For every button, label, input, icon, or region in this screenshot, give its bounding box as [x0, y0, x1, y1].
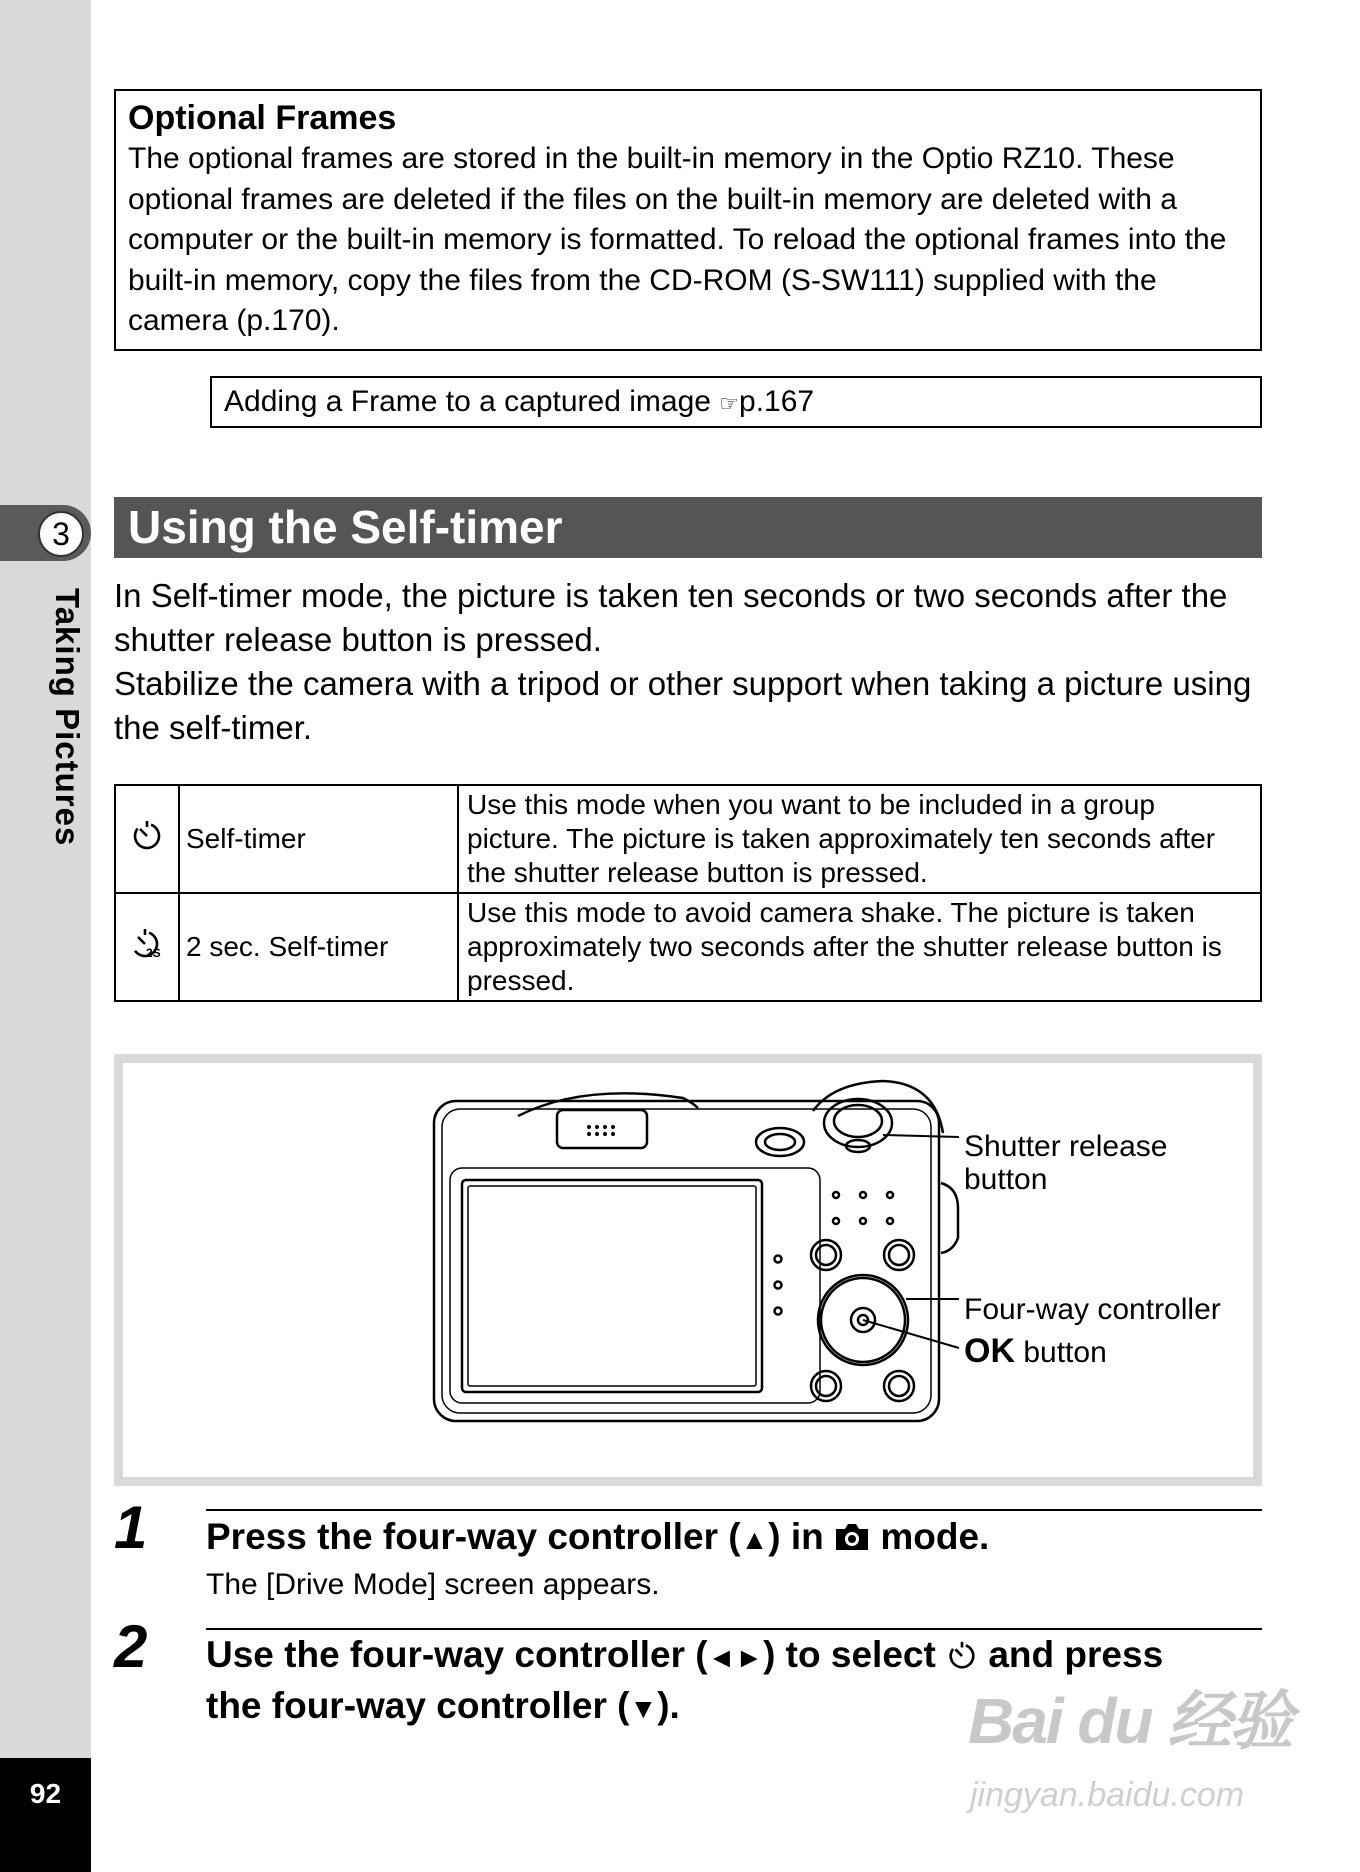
- page-number: 92: [29, 1778, 62, 1809]
- step-text: the four-way controller (: [206, 1685, 630, 1726]
- callout-ok-button: [964, 1332, 1107, 1370]
- note-box: [114, 89, 1262, 351]
- step-text: ) in: [768, 1516, 835, 1557]
- camera-icon: [834, 1522, 870, 1552]
- step-divider: [206, 1509, 1262, 1511]
- intro-text: [114, 574, 1264, 750]
- step-text: ) to select: [763, 1634, 947, 1675]
- step-text: ).: [657, 1685, 680, 1726]
- mode-description: Use this mode when you want to be included in a group picture. The picture is taken approximately ten seconds after the shutter release button is pressed.: [458, 785, 1261, 893]
- self-timer-icon: [115, 785, 179, 893]
- modes-table: [114, 784, 1262, 1002]
- svg-text:2S: 2S: [146, 946, 161, 960]
- page-number-box: [0, 1758, 91, 1872]
- step-text: and press: [978, 1634, 1164, 1675]
- step-text: Use the four-way controller (: [206, 1634, 708, 1675]
- mode-description: Use this mode to avoid camera shake. The picture is taken approximately two seconds after the shutter release button is pressed.: [458, 893, 1261, 1001]
- callout-label: button: [1023, 1336, 1107, 1369]
- ok-mark: OK: [964, 1332, 1015, 1370]
- note-title: Optional Frames: [128, 99, 397, 137]
- callout-label: button: [964, 1163, 1048, 1196]
- reference-link[interactable]: p.167: [739, 385, 815, 418]
- step-divider: [206, 1628, 1262, 1630]
- callout-four-way-controller: Four-way controller: [964, 1293, 1221, 1326]
- note-body: The optional frames are stored in the built-in memory in the Optio RZ10. These optional frames are deleted if the files on the built-in memory are deleted with a computer or the built-in memory is formatted. To reload the optional frames into the built-in memory, copy the files from the CD-ROM (S-SW111) supplied with the camera (p.170).: [128, 142, 1227, 337]
- table-row: [115, 893, 1261, 1001]
- section-title: Using the Self-timer: [128, 501, 563, 553]
- reference-text: Adding a Frame to a captured image: [224, 385, 711, 418]
- callout-shutter-release: [964, 1130, 1167, 1196]
- watermark-url: jingyan.baidu.com: [970, 1776, 1245, 1814]
- step-number: 2: [114, 1613, 148, 1680]
- mode-name: Self-timer: [179, 785, 458, 893]
- camera-back-illustration: [123, 1063, 1253, 1477]
- up-arrow-icon: ▲: [740, 1524, 769, 1555]
- step-subtext: The [Drive Mode] screen appears.: [206, 1568, 660, 1601]
- reference-box: [210, 376, 1262, 428]
- camera-illustration-panel: [114, 1054, 1262, 1486]
- chapter-title: Taking Pictures: [49, 588, 86, 847]
- pointing-hand-icon: ☞: [719, 391, 740, 416]
- callout-label: Shutter release: [964, 1130, 1168, 1163]
- step-number: 1: [114, 1494, 148, 1561]
- chapter-number: 3: [38, 511, 84, 557]
- watermark-logo: Bai du 经验: [968, 1685, 1292, 1757]
- step-text: mode.: [870, 1516, 990, 1557]
- intro-paragraph: In Self-timer mode, the picture is taken ten seconds or two seconds after the shutter release button is pressed.: [114, 577, 1228, 658]
- self-timer-icon: [946, 1639, 978, 1671]
- sidebar: [0, 0, 91, 1872]
- left-right-arrow-icon: ◄►: [707, 1642, 764, 1673]
- mode-name: 2 sec. Self-timer: [179, 893, 458, 1001]
- self-timer-2s-icon: [115, 893, 179, 1001]
- step-text: Press the four-way controller (: [206, 1516, 741, 1557]
- table-row: [115, 785, 1261, 893]
- intro-paragraph: Stabilize the camera with a tripod or other support when taking a picture using the self-timer.: [114, 665, 1252, 746]
- step-heading: [206, 1513, 1266, 1564]
- down-arrow-icon: ▼: [629, 1693, 658, 1724]
